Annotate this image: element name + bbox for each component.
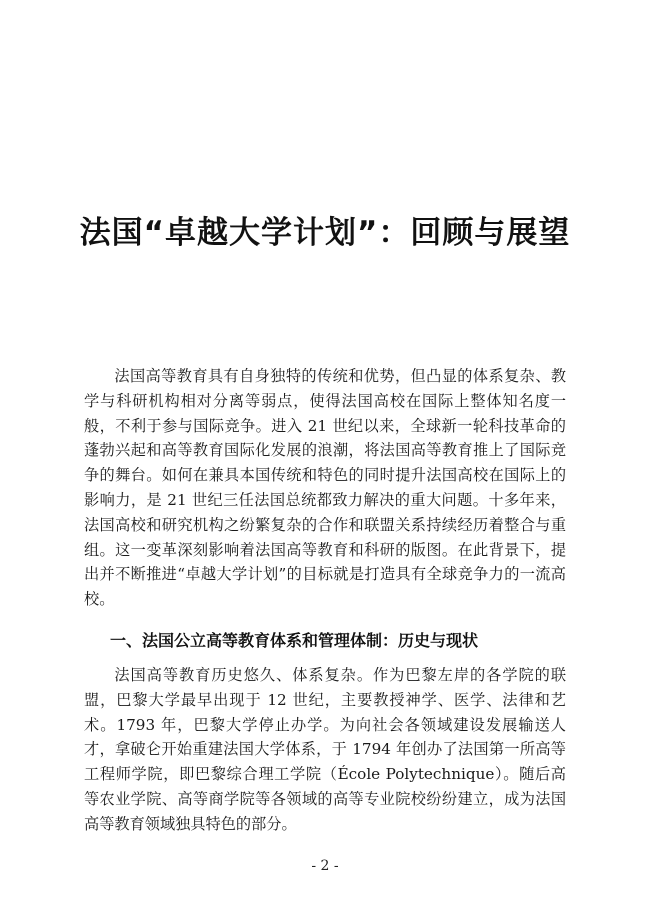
page-number: - 2 - bbox=[311, 858, 339, 874]
section-paragraph: 法国高等教育历史悠久、体系复杂。作为巴黎左岸的各学院的联盟，巴黎大学最早出现于 12 世纪，主要教授神学、医学、法律和艺术。1793 年，巴黎大学停止办学。为向社会各领域建设发展输送人才，拿破仑开始重建法国大学体系，于 1794 年创办了法国第一所高等工程师学院，即巴黎综合理工学院（École Polytechnique）。随后高等农业学院、高等商学院等各领域的高等专业院校纷纷建立，成为法国高等教育领域独具特色的部分。 bbox=[84, 666, 566, 833]
intro-paragraph: 法国高等教育具有自身独特的传统和优势，但凸显的体系复杂、教学与科研机构相对分离等弱点，使得法国高校在国际上整体知名度一般，不利于参与国际竞争。进入 21 世纪以来，全球新一轮科技革命的蓬勃兴起和高等教育国际化发展的浪潮，将法国高等教育推上了国际竞争的舞台。如何在兼具本国传统和特色的同时提升法国高校在国际上的影响力，是 21 世纪三任法国总统都致力解决的重大问题。十多年来，法国高校和研究机构之纷繁复杂的合作和联盟关系持续经历着整合与重组。这一变革深刻影响着法国高等教育和科研的版图。在此背景下，提出并不断推进“卓越大学计划”的目标就是打造具有全球竞争力的一流高校。 bbox=[84, 367, 566, 609]
section-heading: 一、法国公立高等教育体系和管理体制：历史与现状 bbox=[110, 631, 479, 650]
page-title: 法国“卓越大学计划”：回顾与展望 bbox=[79, 214, 571, 251]
